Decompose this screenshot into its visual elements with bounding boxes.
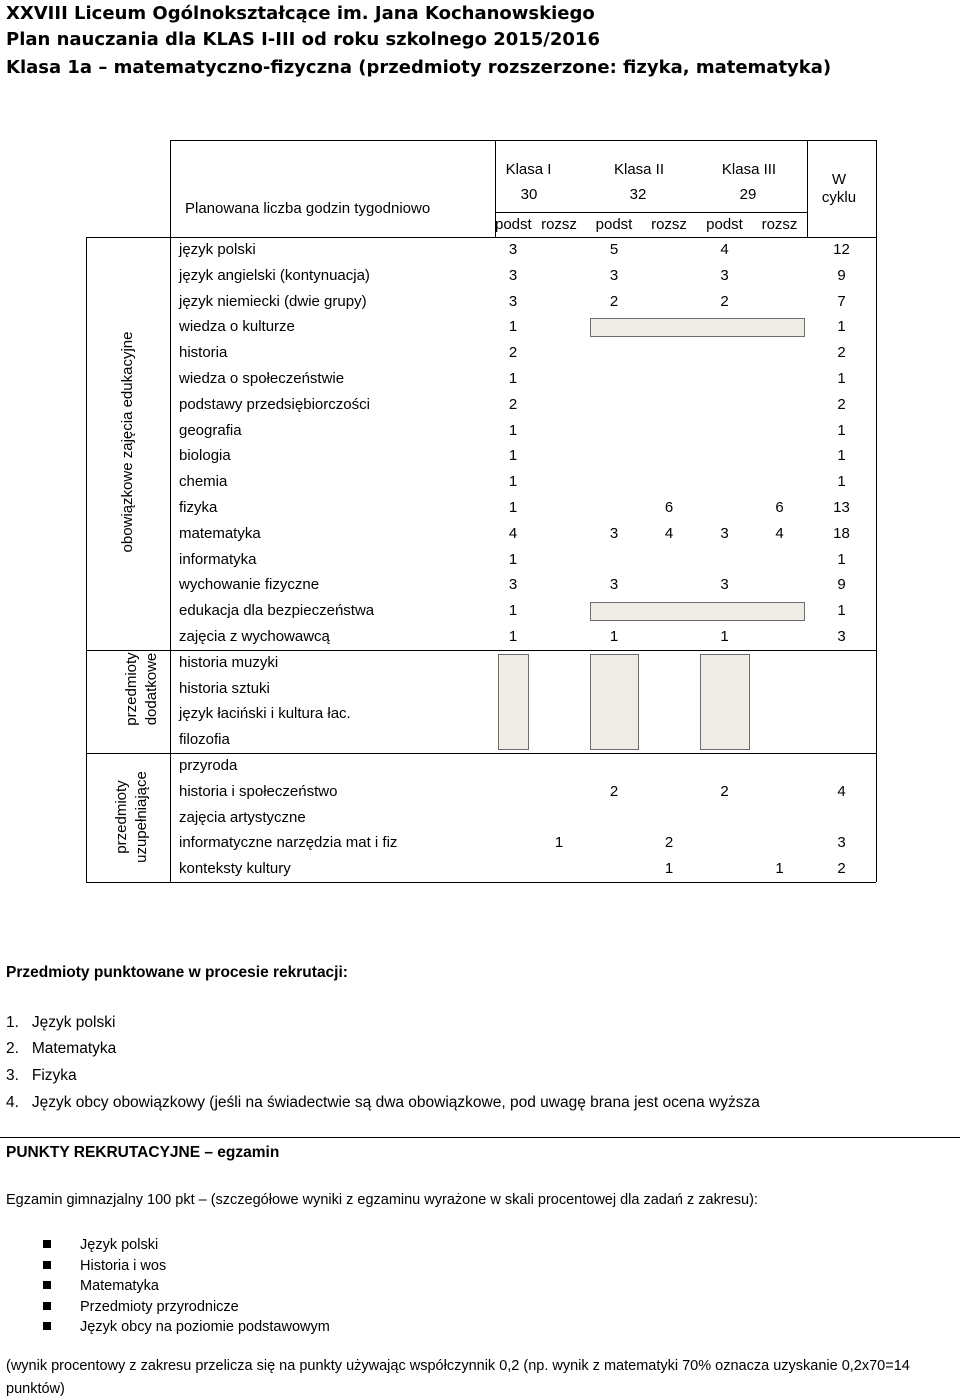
hours-value: 1 [775, 860, 784, 878]
hours-value: 2 [609, 292, 619, 310]
cycle-total: 1 [837, 602, 846, 620]
hours-value: 3 [720, 266, 729, 284]
cycle-total: 9 [837, 576, 846, 594]
side-label-additional-2: dodatkowe [143, 652, 160, 726]
hours-value: 4 [775, 524, 784, 542]
grid-line [86, 237, 87, 882]
hours-value: 6 [664, 499, 674, 516]
subject-name: historia sztuki [179, 679, 270, 697]
subject-name: język polski [179, 241, 256, 258]
subject-name: geografia [179, 421, 242, 439]
cycle-total: 18 [833, 524, 850, 542]
grid-line [86, 237, 170, 238]
hours-value: 1 [508, 370, 518, 387]
subject-name: matematyka [179, 524, 261, 542]
shaded-cell [700, 654, 750, 750]
recruitment-item: 1. Język polski [6, 1014, 116, 1031]
grid-line [86, 753, 876, 754]
cycle-header-2: cyklu [821, 189, 857, 206]
cycle-total: 1 [837, 318, 846, 336]
cycle-total: 2 [837, 860, 846, 878]
hours-value: 4 [508, 524, 518, 542]
hours-value: 3 [720, 576, 729, 594]
cycle-total: 1 [837, 550, 846, 568]
side-label-additional-1: przedmioty [123, 652, 140, 726]
subject-name: wychowanie fizyczne [179, 576, 320, 594]
subject-name: filozofia [179, 731, 230, 749]
side-label-supplementary-2: uzupełniające [133, 771, 150, 863]
hours-value: 3 [508, 576, 518, 594]
hours-value: 3 [609, 576, 619, 594]
exam-scope-item: Historia i wos [80, 1257, 167, 1274]
sub-column-header: rozsz [761, 216, 798, 233]
hours-value: 1 [554, 834, 564, 852]
shaded-cell [498, 654, 529, 750]
exam-scope-item: Matematyka [80, 1278, 159, 1294]
hours-value: 3 [508, 241, 518, 258]
exam-description: Egzamin gimnazjalny 100 pkt – (szczegółowe wyniki z egzaminu wyrażone w skali procentowej dla zadań z zakresu): [6, 1192, 758, 1208]
subject-name: wiedza o kulturze [179, 318, 295, 336]
hours-value: 3 [609, 266, 619, 284]
subject-name: zajęcia z wychowawcą [179, 628, 330, 645]
sub-column-header: podst [595, 216, 633, 233]
hours-value: 3 [508, 266, 518, 284]
bullet-icon [43, 1240, 51, 1248]
hours-value: 6 [775, 499, 784, 516]
hours-value: 3 [508, 292, 518, 310]
grid-line [495, 212, 807, 213]
subject-name: chemia [179, 473, 228, 491]
subject-name: historia i społeczeństwo [179, 782, 338, 800]
hours-value: 1 [508, 550, 518, 568]
hours-value: 4 [720, 241, 729, 258]
cycle-total: 1 [837, 473, 846, 491]
recruitment-item: 3. Fizyka [6, 1067, 77, 1084]
hours-value: 1 [508, 318, 518, 336]
cycle-total: 7 [837, 292, 846, 310]
hours-value: 2 [508, 395, 518, 413]
cycle-total: 2 [837, 395, 846, 413]
hours-value: 2 [609, 782, 619, 800]
class-2-hours: 32 [629, 186, 647, 203]
recruitment-item: 4. Język obcy obowiązkowy (jeśli na świadectwie są dwa obowiązkowe, pod uwagę brana jest ocena wyższa [6, 1094, 760, 1111]
sub-column-header: rozsz [651, 216, 687, 233]
subject-name: biologia [179, 447, 231, 465]
hours-value: 2 [664, 834, 674, 852]
hours-value: 1 [508, 447, 518, 465]
class-2-header: Klasa II [613, 161, 665, 178]
sub-column-header: podst [495, 216, 532, 233]
bullet-icon [43, 1322, 51, 1330]
hours-value: 1 [508, 421, 518, 439]
conversion-note-line-2: punktów) [6, 1381, 65, 1397]
school-name: XXVIII Liceum Ogólnokształcące im. Jana Kochanowskiego [6, 3, 595, 24]
hours-value: 3 [609, 524, 619, 542]
side-label-mandatory: obowiązkowe zajęcia edukacyjne [119, 331, 136, 553]
bullet-icon [43, 1302, 51, 1310]
grid-line [807, 140, 808, 237]
hours-value: 4 [664, 524, 674, 542]
subject-name: przyroda [179, 757, 238, 774]
subject-name: konteksty kultury [179, 860, 291, 878]
grid-line [876, 140, 877, 882]
subject-name: fizyka [179, 499, 218, 516]
subject-name: podstawy przedsiębiorczości [179, 395, 370, 413]
cycle-total: 1 [837, 370, 846, 387]
shaded-cell [590, 602, 805, 621]
hours-value: 1 [508, 628, 518, 645]
sub-column-header: rozsz [541, 216, 577, 233]
grid-line [86, 882, 876, 883]
shaded-cell [590, 654, 639, 750]
cycle-total: 1 [837, 421, 846, 439]
hours-value: 1 [508, 602, 518, 620]
cycle-total: 9 [837, 266, 846, 284]
cycle-total: 3 [837, 628, 846, 645]
shaded-cell [590, 318, 805, 337]
cycle-total: 3 [837, 834, 846, 852]
exam-scope-item: Język polski [80, 1237, 159, 1253]
subject-name: informatyka [179, 550, 257, 568]
subject-name: historia muzyki [179, 653, 279, 671]
class-3-header: Klasa III [721, 161, 777, 178]
hours-value: 5 [609, 241, 619, 258]
cycle-header-1: W [831, 171, 847, 188]
hours-value: 2 [720, 782, 729, 800]
hours-value: 1 [609, 628, 619, 645]
hours-value: 2 [720, 292, 729, 310]
hours-value: 1 [508, 499, 518, 516]
recruitment-heading: Przedmioty punktowane w procesie rekrutacji: [6, 964, 348, 981]
class-3-hours: 29 [739, 186, 757, 203]
subject-name: historia [179, 344, 228, 362]
class-title: Klasa 1a – matematyczno-fizyczna (przedmioty rozszerzone: fizyka, matematyka) [6, 57, 832, 78]
grid-line [170, 140, 171, 882]
conversion-note-line-1: (wynik procentowy z zakresu przelicza się na punkty używając współczynnik 0,2 (np. wynik z matematyki 70% oznacza uzyskanie 0,2x70=14 [6, 1358, 910, 1374]
side-label-supplementary-1: przedmioty [113, 780, 130, 854]
grid-line [170, 237, 876, 238]
grid-line [86, 650, 876, 651]
subject-name: wiedza o społeczeństwie [179, 370, 345, 387]
bullet-icon [43, 1281, 51, 1289]
subject-name: informatyczne narzędzia mat i fiz [179, 834, 398, 852]
bullet-icon [43, 1261, 51, 1269]
section-divider [0, 1137, 960, 1138]
sub-column-header: podst [706, 216, 743, 233]
cycle-total: 13 [833, 499, 850, 516]
grid-line [495, 140, 496, 237]
points-heading: PUNKTY REKRUTACYJNE – egzamin [6, 1144, 280, 1161]
exam-scope-item: Język obcy na poziomie podstawowym [80, 1319, 330, 1335]
subject-name: zajęcia artystyczne [179, 808, 306, 826]
hours-value: 1 [664, 860, 674, 878]
recruitment-item: 2. Matematyka [6, 1040, 117, 1057]
subject-name: język angielski (kontynuacja) [179, 266, 370, 284]
exam-scope-item: Przedmioty przyrodnicze [80, 1298, 239, 1315]
hours-value: 3 [720, 524, 729, 542]
cycle-total: 12 [833, 241, 850, 258]
cycle-total: 4 [837, 782, 846, 800]
class-1-header: Klasa I [505, 161, 552, 178]
hours-value: 1 [508, 473, 518, 491]
hours-value: 1 [720, 628, 729, 645]
plan-title: Plan nauczania dla KLAS I-III od roku szkolnego 2015/2016 [6, 29, 600, 50]
hours-value: 2 [508, 344, 518, 362]
subject-name: język niemiecki (dwie grupy) [179, 292, 367, 310]
grid-line [170, 140, 876, 141]
class-1-hours: 30 [520, 186, 538, 203]
cycle-total: 2 [837, 344, 846, 362]
cycle-total: 1 [837, 447, 846, 465]
subject-name: edukacja dla bezpieczeństwa [179, 602, 375, 620]
subject-name: język łaciński i kultura łac. [179, 705, 351, 723]
planned-hours-label: Planowana liczba godzin tygodniowo [185, 200, 431, 217]
